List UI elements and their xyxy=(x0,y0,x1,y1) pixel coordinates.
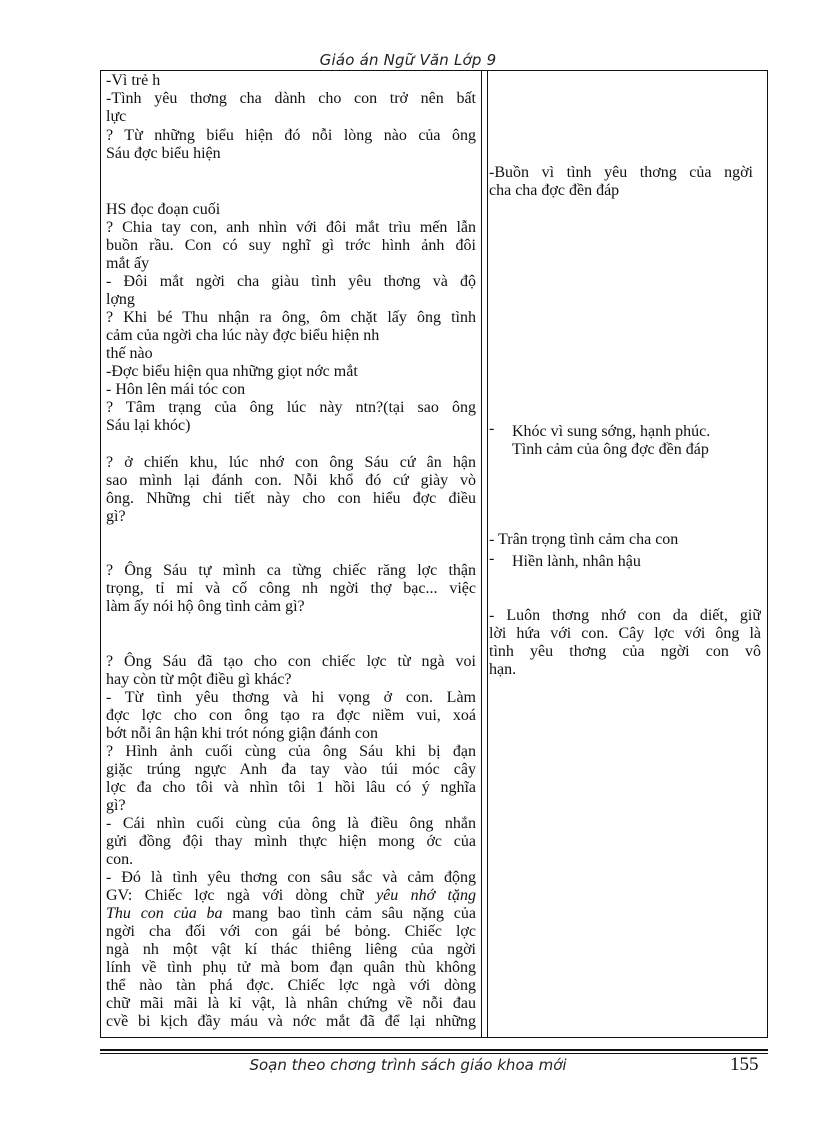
answer-line: - Luôn thơng nhớ con da diết, giữ xyxy=(489,607,761,624)
bullet-dash: - xyxy=(489,420,495,437)
text-line: ? Từ những biểu hiện đó nỗi lòng nào của ông xyxy=(106,127,476,144)
answer-line: Tình cảm của ông đợc đền đáp xyxy=(512,441,709,458)
text-line: mắt ấy xyxy=(106,255,150,272)
text-line: gì? xyxy=(106,797,126,814)
text-line: hay còn từ một điều gì khác? xyxy=(106,671,292,688)
text-line xyxy=(106,887,476,905)
text-line: ? Hình ảnh cuối cùng của ông Sáu khi bị đạn xyxy=(106,743,476,760)
right-column xyxy=(489,71,761,1033)
text-line: lợng xyxy=(106,291,135,308)
text-line: trọng, tỉ mỉ và cố công nh ngời thợ bạc... việc xyxy=(106,580,476,597)
text-line: gửi đồng đội thay mình thực hiện mong ớc của xyxy=(106,833,476,850)
text-line: -Đợc biểu hiện qua những giọt nớc mắt xyxy=(106,363,358,380)
quoted-inscription: Thu con của ba xyxy=(106,905,223,922)
header-title: Giáo án Ngữ Văn Lớp 9 xyxy=(319,51,497,69)
quoted-inscription: yêu nhớ tặng xyxy=(376,887,476,904)
text-line: chữ mãi mãi là kỉ vật, là nhân chứng về nỗi đau xyxy=(106,995,476,1012)
answer-line: cha cha đợc đền đáp xyxy=(489,182,620,199)
text-line: thể nào tàn phá đợc. Chiếc lợc ngà với dòng xyxy=(106,977,476,994)
text-run: mang bao tình cảm sâu nặng của xyxy=(222,905,476,922)
text-line: ngời cha đối với con gái bé bỏng. Chiếc lợc xyxy=(106,923,476,940)
text-line: - Từ tình yêu thơng và hi vọng ở con. Làm xyxy=(106,689,476,706)
answer-line: -Buồn vì tình yêu thơng của ngời xyxy=(489,164,753,181)
text-line: làm ấy nói hộ ông tình cảm gì? xyxy=(106,598,305,615)
table-bottom-rule xyxy=(100,1037,768,1038)
text-line: thế nào xyxy=(106,345,153,362)
text-line: giặc trúng ngực Anh đa tay vào túi móc cây xyxy=(106,761,476,778)
text-line: buồn rầu. Con có suy nghĩ gì trớc hình ảnh đôi xyxy=(106,237,476,254)
text-line: -Vì trẻ h xyxy=(106,72,161,89)
text-line: lợc đa cho tôi và nhìn tôi 1 hồi lâu có ý nghĩa xyxy=(106,779,476,796)
text-line: ? Chia tay con, anh nhìn với đôi mắt trìu mến lẫn xyxy=(106,219,476,236)
answer-line: hạn. xyxy=(489,661,517,678)
text-line xyxy=(106,905,476,923)
text-run: GV: Chiếc lợc ngà với dòng chữ xyxy=(106,887,377,904)
text-line: - Đôi mắt ngời cha giàu tình yêu thơng và độ xyxy=(106,273,476,290)
text-line: Sáu lại khóc) xyxy=(106,417,191,434)
text-line: ông. Những chi tiết này cho con hiểu đợc điều xyxy=(106,490,476,507)
text-line: cảm của ngời cha lúc này đợc biểu hiện nh xyxy=(106,327,380,344)
page-number: 155 xyxy=(730,1054,759,1075)
footer-rule xyxy=(100,1053,768,1054)
column-divider xyxy=(487,71,488,1038)
text-line: - Cái nhìn cuối cùng của ông là điều ông nhắn xyxy=(106,815,476,832)
text-line: HS đọc đoạn cuối xyxy=(106,201,221,218)
answer-line: tình yêu thơng của ngời con vô xyxy=(489,643,761,660)
text-line: sao mình lại đánh con. Nỗi khổ đó cứ giày vò xyxy=(106,472,476,489)
text-line: đợc lợc cho con ông tạo ra đợc niềm vui, xoá xyxy=(106,707,476,724)
text-line: ngà nh một vật kí thác thiêng liêng của ngời xyxy=(106,941,476,958)
footer-rule xyxy=(100,1049,768,1051)
left-column xyxy=(106,71,476,1033)
text-line: lực xyxy=(106,108,127,125)
text-line: gì? xyxy=(106,508,126,525)
text-line: ? Khi bé Thu nhận ra ông, ôm chặt lấy ông tình xyxy=(106,309,476,326)
answer-line: Hiền lành, nhân hậu xyxy=(512,553,641,570)
text-line: lính về tình phụ tử mà bom đạn quân thù không xyxy=(106,959,476,976)
text-line: ? Tâm trạng của ông lúc này ntn?(tại sao ông xyxy=(106,399,476,416)
bullet-dash: - xyxy=(489,550,495,567)
text-line: cvề bi kịch đầy máu và nớc mắt đã để lại những xyxy=(106,1013,476,1030)
text-line: ? ở chiến khu, lúc nhớ con ông Sáu cứ ân hận xyxy=(106,454,476,471)
answer-line: Khóc vì sung sớng, hạnh phúc. xyxy=(512,423,711,440)
text-line: -Tình yêu thơng cha dành cho con trở nên bất xyxy=(106,90,476,107)
column-divider xyxy=(481,71,482,1038)
text-line: - Đó là tình yêu thơng con sâu sắc và cảm động xyxy=(106,869,476,886)
text-line: - Hôn lên mái tóc con xyxy=(106,381,246,398)
text-line: Sáu đợc biểu hiện xyxy=(106,145,221,162)
text-line: ? Ông Sáu tự mình ca từng chiếc răng lợc thận xyxy=(106,562,476,579)
answer-line: - Trân trọng tình cảm cha con xyxy=(489,531,679,548)
text-line: ? Ông Sáu đã tạo cho con chiếc lợc từ ngà voi xyxy=(106,653,476,670)
answer-line: lời hứa với con. Cây lợc với ông là xyxy=(489,625,761,642)
text-line: con. xyxy=(106,851,134,868)
text-line: bớt nỗi ân hận khi trót nóng giận đánh con xyxy=(106,725,378,742)
footer-text: Soạn theo chơng trình sách giáo khoa mới xyxy=(249,1056,567,1074)
